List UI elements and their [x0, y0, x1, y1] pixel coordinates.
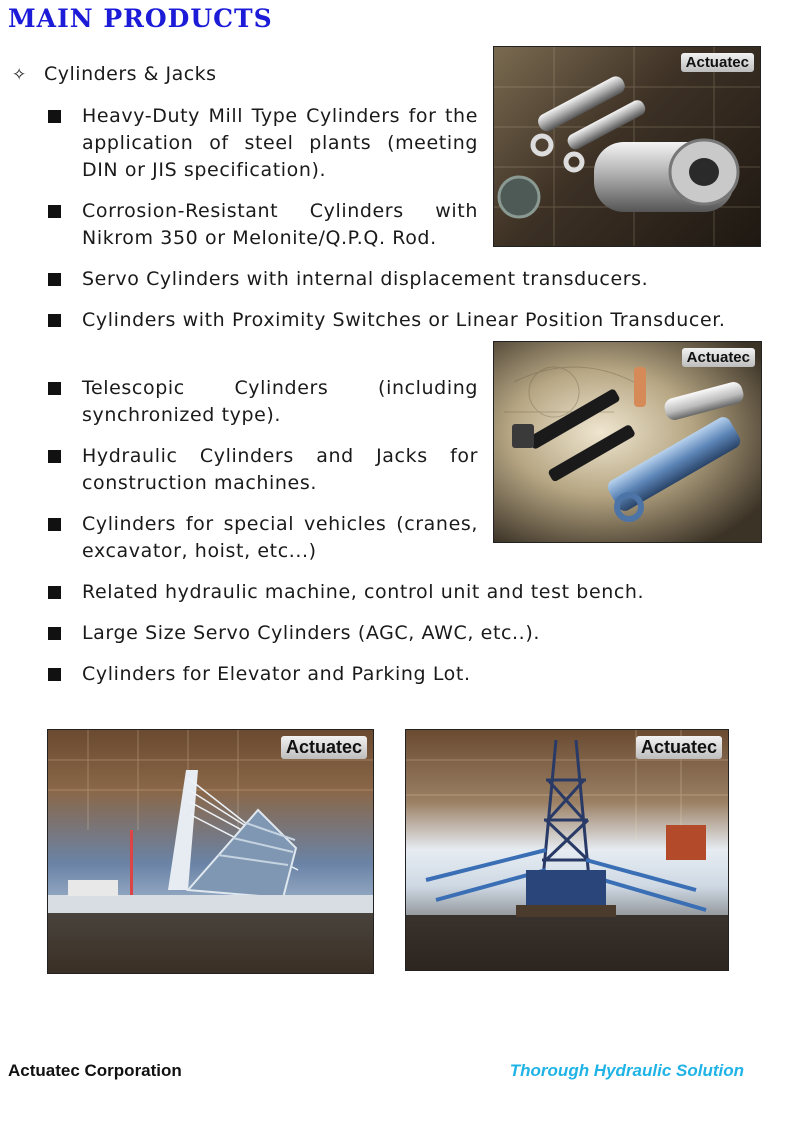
list-item-text: Related hydraulic machine, control unit and test bench. — [82, 581, 645, 603]
square-bullet-icon — [48, 382, 61, 395]
list-item-text: Large Size Servo Cylinders (AGC, AWC, etc..). — [82, 622, 540, 644]
actuatec-logo: Actuatec — [682, 348, 755, 367]
list-item — [48, 307, 748, 334]
rig-photo — [405, 729, 729, 971]
list-item — [48, 443, 478, 497]
list-item-text: Cylinders with Proximity Switches or Linear Position Transducer. — [82, 309, 726, 331]
section-heading — [12, 63, 217, 85]
square-bullet-icon — [48, 518, 61, 531]
list-item — [48, 661, 748, 688]
list-item — [48, 103, 478, 184]
actuatec-logo: Actuatec — [281, 736, 367, 759]
actuatec-logo: Actuatec — [636, 736, 722, 759]
list-item-text: Servo Cylinders with internal displacement transducers. — [82, 268, 649, 290]
square-bullet-icon — [48, 450, 61, 463]
square-bullet-icon — [48, 627, 61, 640]
list-item — [48, 511, 478, 565]
square-bullet-icon — [48, 110, 61, 123]
list-item — [48, 198, 478, 252]
actuatec-logo: Actuatec — [681, 53, 754, 72]
diamond-star-icon: ✧ — [12, 65, 27, 85]
bridge-illustration — [48, 730, 373, 973]
list-item-text: Corrosion-Resistant Cylinders with Nikrom 350 or Melonite/Q.P.Q. Rod. — [82, 200, 478, 249]
square-bullet-icon — [48, 668, 61, 681]
rig-illustration — [406, 730, 728, 970]
servo-cylinders-photo — [493, 341, 762, 543]
company-name: Actuatec Corporation — [8, 1061, 182, 1080]
page-title: MAIN PRODUCTS — [8, 4, 273, 33]
list-item — [48, 266, 748, 293]
section-heading-label: Cylinders & Jacks — [44, 63, 217, 85]
square-bullet-icon — [48, 273, 61, 286]
bridge-photo — [47, 729, 374, 974]
servo-cylinders-illustration — [494, 342, 761, 542]
list-item — [48, 579, 748, 606]
list-item-text: Hydraulic Cylinders and Jacks for construction machines. — [82, 445, 478, 494]
list-item-text: Heavy-Duty Mill Type Cylinders for the application of steel plants (meeting DIN or JIS specification). — [82, 105, 478, 181]
square-bullet-icon — [48, 586, 61, 599]
mill-cylinders-illustration — [494, 47, 760, 246]
square-bullet-icon — [48, 205, 61, 218]
slogan: Thorough Hydraulic Solution — [509, 1061, 744, 1080]
mill-cylinders-photo — [493, 46, 761, 247]
list-item-text: Telescopic Cylinders (including synchronized type). — [82, 377, 478, 426]
list-item — [48, 620, 748, 647]
list-item — [48, 375, 478, 429]
list-item-text: Cylinders for Elevator and Parking Lot. — [82, 663, 471, 685]
square-bullet-icon — [48, 314, 61, 327]
list-item-text: Cylinders for special vehicles (cranes, excavator, hoist, etc...) — [82, 513, 478, 562]
